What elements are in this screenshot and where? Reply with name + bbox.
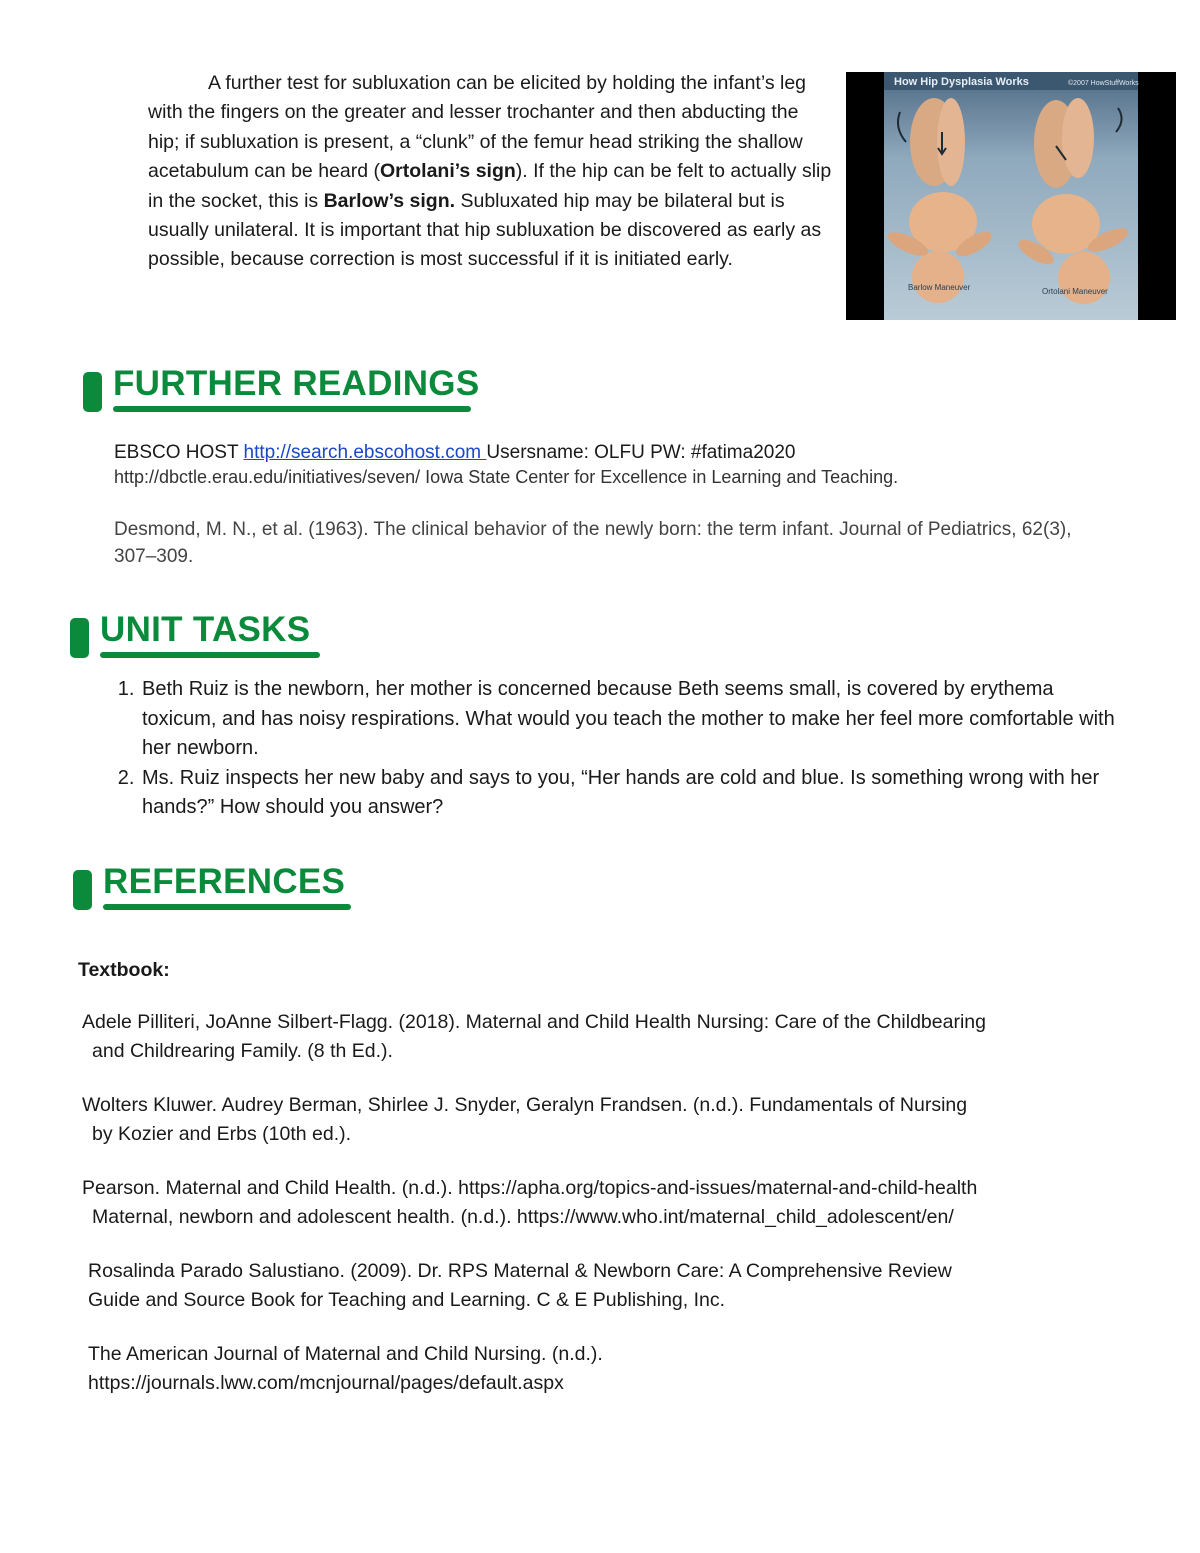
textbook-label: Textbook:: [78, 959, 170, 981]
intro-text: [148, 69, 833, 275]
reference-line: Wolters Kluwer. Audrey Berman, Shirlee J. Snyder, Geralyn Frandsen. (n.d.). Fundamentals of Nursing: [82, 1093, 968, 1116]
intro-text-part: ). If the hip can be felt to actually slip in the socket, this is: [148, 160, 832, 212]
heading-title: UNIT TASKS: [100, 610, 311, 649]
ebsco-label: EBSCO HOST: [114, 442, 244, 463]
reference-item: [78, 1174, 1148, 1233]
heading-title: REFERENCES: [103, 862, 346, 901]
intro-paragraph: [148, 69, 833, 275]
reference-line: Maternal, newborn and adolescent health. (n.d.). https://www.who.int/maternal_child_adolescent/en/: [92, 1206, 954, 1228]
figure-credit: ©2007 HowStuffWorks: [1068, 80, 1139, 87]
reference-item: [78, 1257, 1148, 1316]
intro-text-part: Subluxated hip may be bilateral but is usually unilateral. It is important that hip subluxation be discovered as early as possible, because correction is most successful if it is initiated early.: [148, 189, 822, 271]
hip-dysplasia-illustration: [846, 72, 1176, 320]
reference-item: [78, 1008, 1148, 1067]
hip-dysplasia-figure: [846, 72, 1176, 320]
reference-line: The American Journal of Maternal and Child Nursing. (n.d.).: [88, 1342, 603, 1365]
reference-line: Guide and Source Book for Teaching and Learning. C & E Publishing, Inc.: [88, 1289, 726, 1311]
iowa-state-reference: http://dbctle.erau.edu/initiatives/seven/ Iowa State Center for Excellence in Learning and Teaching.: [114, 467, 899, 487]
reference-line: Rosalinda Parado Salustiano. (2009). Dr. RPS Maternal & Newborn Care: A Comprehensive Review: [88, 1259, 952, 1282]
desmond-citation: Desmond, M. N., et al. (1963). The clinical behavior of the newly born: the term infant. Journal of Pediatrics, 62(3), 307–309.: [114, 519, 1072, 567]
intro-text-part: A further test for subluxation can be elicited by holding the infant’s leg with the fingers on the greater and lesser trochanter and then abducting the hip; if subluxation is present, a “clunk” of the femur head striking the shallow acetabulum can be heard (: [148, 72, 807, 183]
heading-underline: [113, 406, 471, 412]
barlow-sign-term: Barlow’s sign.: [323, 189, 456, 212]
references-content: [78, 956, 1148, 1423]
heading-accent-bar: [70, 618, 89, 658]
reference-line: and Childrearing Family. (8 th Ed.).: [92, 1040, 393, 1062]
task-item: 1. Beth Ruiz is the newborn, her mother is concerned because Beth seems small, is covered by erythema toxicum, and has noisy respirations. What would you teach the mother to make her feel more comfortable with her newborn.: [140, 675, 1118, 764]
ortolani-label: Ortolani Maneuver: [1042, 287, 1108, 296]
unit-tasks-list: [108, 675, 1118, 823]
reference-line: by Kozier and Erbs (10th ed.).: [92, 1123, 352, 1145]
barlow-label: Barlow Maneuver: [908, 283, 971, 292]
reference-item: [78, 1091, 1148, 1150]
heading-underline: [100, 652, 320, 658]
reference-line: Adele Pilliteri, JoAnne Silbert-Flagg. (2018). Maternal and Child Health Nursing: Care of the Childbearing: [82, 1010, 986, 1033]
heading-underline: [103, 904, 351, 910]
heading-accent-bar: [73, 870, 92, 910]
heading-accent-bar: [83, 372, 102, 412]
figure-title: How Hip Dysplasia Works: [894, 76, 1029, 88]
reference-line: https://journals.lww.com/mcnjournal/pages/default.aspx: [88, 1372, 564, 1394]
heading-title: FURTHER READINGS: [113, 364, 480, 403]
reference-item: [78, 1340, 1148, 1399]
ebsco-link[interactable]: http://search.ebscohost.com: [243, 442, 487, 463]
ebsco-credentials: Usersname: OLFU PW: #fatima2020: [486, 442, 796, 463]
ebsco-line: [114, 440, 1114, 465]
task-item: 2. Ms. Ruiz inspects her new baby and says to you, “Her hands are cold and blue. Is something wrong with her hands?” How should you answer?: [140, 764, 1118, 823]
further-readings-content: [114, 440, 1114, 570]
ortolani-sign-term: Ortolani’s sign: [379, 160, 516, 183]
reference-line: Pearson. Maternal and Child Health. (n.d.). https://apha.org/topics-and-issues/maternal-and-child-health: [82, 1176, 978, 1199]
